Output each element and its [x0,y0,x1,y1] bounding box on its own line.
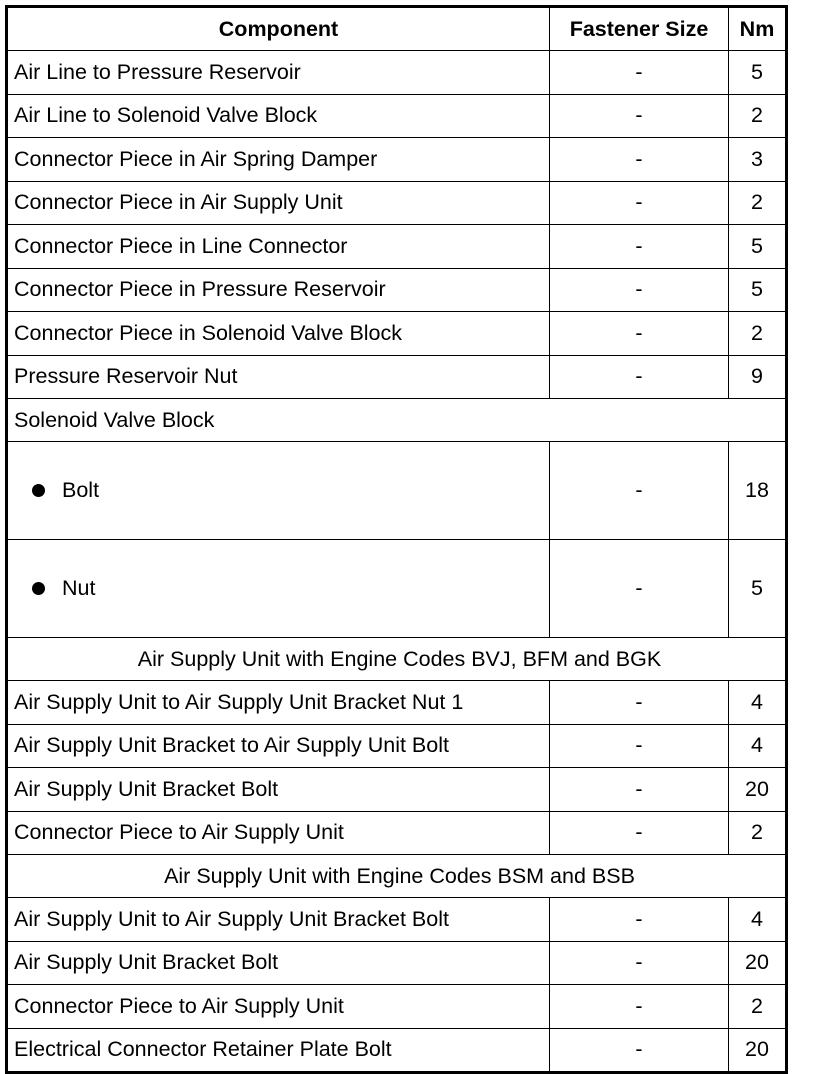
torque-nm-cell: 4 [729,724,787,768]
torque-nm-cell: 5 [729,51,787,95]
fastener-size-cell: - [550,898,729,942]
torque-nm-cell: 20 [729,1028,787,1073]
section-header-row [7,855,787,898]
table-row [7,724,787,768]
component-cell: Air Supply Unit to Air Supply Unit Bracket Nut 1 [7,681,550,725]
torque-nm-cell: 5 [729,268,787,312]
bullet-item [14,478,99,503]
table-row [7,138,787,182]
table-row [7,898,787,942]
table-row [7,811,787,855]
component-cell [7,540,550,638]
table-row [7,94,787,138]
component-cell: Air Supply Unit to Air Supply Unit Bracket Bolt [7,898,550,942]
header-nm: Nm [729,7,787,51]
torque-nm-cell: 3 [729,138,787,182]
fastener-size-cell: - [550,985,729,1029]
table-row [7,181,787,225]
fastener-size-cell: - [550,94,729,138]
fastener-size-cell: - [550,138,729,182]
torque-nm-cell: 20 [729,768,787,812]
table-row [7,1028,787,1073]
torque-nm-cell: 9 [729,355,787,399]
fastener-size-cell: - [550,1028,729,1073]
table-row [7,768,787,812]
fastener-size-cell: - [550,51,729,95]
component-cell: Air Line to Solenoid Valve Block [7,94,550,138]
table-row [7,985,787,1029]
torque-nm-cell: 2 [729,985,787,1029]
component-cell: Connector Piece in Line Connector [7,225,550,269]
fastener-size-cell: - [550,181,729,225]
table-row [7,51,787,95]
fastener-size-cell: - [550,442,729,540]
section-title: Air Supply Unit with Engine Codes BVJ, BFM and BGK [7,638,787,681]
section-header-row [7,638,787,681]
fastener-size-cell: - [550,540,729,638]
component-cell: Pressure Reservoir Nut [7,355,550,399]
bullet-icon [32,582,45,595]
component-cell: Air Supply Unit Bracket Bolt [7,768,550,812]
fastener-size-cell: - [550,811,729,855]
group-title: Solenoid Valve Block [7,399,787,442]
table-row [7,442,787,540]
component-cell: Air Supply Unit Bracket Bolt [7,941,550,985]
fastener-size-cell: - [550,268,729,312]
torque-nm-cell: 20 [729,941,787,985]
torque-nm-cell: 2 [729,94,787,138]
table-row [7,312,787,356]
fastener-size-cell: - [550,225,729,269]
table-row [7,268,787,312]
component-cell: Connector Piece in Pressure Reservoir [7,268,550,312]
torque-nm-cell: 4 [729,898,787,942]
fastener-size-cell: - [550,768,729,812]
table-row [7,941,787,985]
torque-nm-cell: 2 [729,811,787,855]
component-cell: Connector Piece in Solenoid Valve Block [7,312,550,356]
group-header-row [7,399,787,442]
header-component: Component [7,7,550,51]
table-row [7,355,787,399]
component-cell: Connector Piece in Air Spring Damper [7,138,550,182]
table-row [7,225,787,269]
component-cell: Air Line to Pressure Reservoir [7,51,550,95]
torque-nm-cell: 4 [729,681,787,725]
bullet-icon [32,484,45,497]
component-label: Nut [62,576,96,600]
bullet-item [14,576,95,601]
torque-nm-cell: 2 [729,312,787,356]
component-cell [7,442,550,540]
torque-spec-table [5,5,788,1074]
table-row [7,540,787,638]
table-row [7,681,787,725]
fastener-size-cell: - [550,681,729,725]
fastener-size-cell: - [550,941,729,985]
fastener-size-cell: - [550,312,729,356]
component-cell: Connector Piece to Air Supply Unit [7,985,550,1029]
torque-nm-cell: 5 [729,540,787,638]
component-label: Bolt [62,478,100,502]
component-cell: Air Supply Unit Bracket to Air Supply Unit Bolt [7,724,550,768]
table-body [7,51,787,1073]
section-title: Air Supply Unit with Engine Codes BSM and BSB [7,855,787,898]
torque-nm-cell: 2 [729,181,787,225]
torque-nm-cell: 18 [729,442,787,540]
component-cell: Connector Piece to Air Supply Unit [7,811,550,855]
component-cell: Electrical Connector Retainer Plate Bolt [7,1028,550,1073]
fastener-size-cell: - [550,724,729,768]
component-cell: Connector Piece in Air Supply Unit [7,181,550,225]
torque-nm-cell: 5 [729,225,787,269]
header-fastener-size: Fastener Size [550,7,729,51]
fastener-size-cell: - [550,355,729,399]
header-row [7,7,787,51]
